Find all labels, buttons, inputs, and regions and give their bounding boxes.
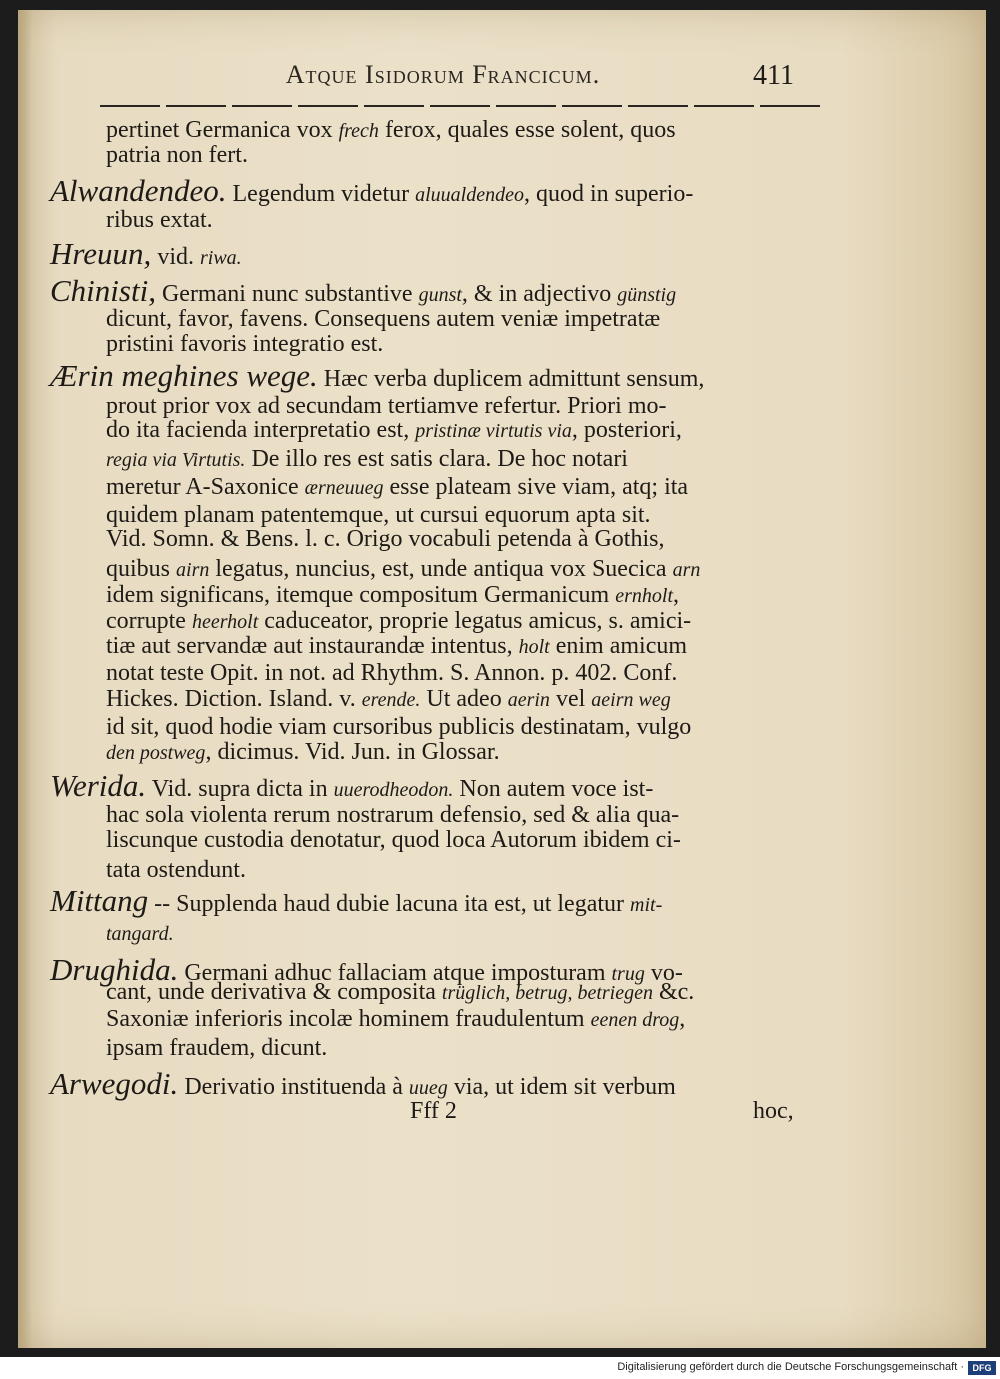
italic-term: ernholt <box>615 585 674 607</box>
italic-term: pristinæ virtutis via <box>415 420 572 442</box>
text-line <box>106 527 664 551</box>
text-segment: ribus extat. <box>106 207 213 233</box>
text-segment: Germani adhuc fallaciam atque imposturam <box>178 960 612 986</box>
italic-term: trüglich, betrug, betriegen <box>441 982 653 1004</box>
text-line <box>106 980 694 1004</box>
text-segment: id sit, quod hodie viam cursoribus publicis destinatam, vulgo <box>106 714 692 740</box>
text-line <box>50 275 676 306</box>
page-number: 411 <box>753 60 794 91</box>
italic-term: gunst <box>418 284 462 306</box>
text-segment: , <box>673 582 680 608</box>
text-segment: vel <box>549 686 592 712</box>
text-segment: Legendum videtur <box>226 181 416 207</box>
text-line <box>106 1036 327 1060</box>
text-segment: esse plateam sive viam, atq; ita <box>383 474 689 500</box>
italic-term: eenen drog <box>590 1009 680 1031</box>
text-line <box>106 418 682 442</box>
text-line <box>106 394 667 418</box>
text-segment: Saxoniæ inferioris incolæ hominem fraudulentum <box>106 1006 591 1032</box>
text-line <box>106 715 691 739</box>
text-line <box>106 803 679 827</box>
text-segment: liscunque custodia denotatur, quod loca Autorum ibidem ci- <box>106 827 681 853</box>
text-line <box>50 885 662 916</box>
italic-term: heerholt <box>191 611 259 633</box>
text-line <box>106 118 676 142</box>
text-segment: Vid. supra dicta in <box>146 776 334 802</box>
text-segment: hac sola violenta rerum nostrarum defensio, sed & alia qua- <box>106 802 680 828</box>
text-segment: pertinet Germanica vox <box>106 117 339 143</box>
footer-bar <box>0 1357 1000 1379</box>
italic-term: günstig <box>617 284 677 306</box>
page-gutter <box>18 10 32 1348</box>
text-segment: patria non fert. <box>106 142 248 168</box>
text-segment: ipsam fraudem, dicunt. <box>106 1035 328 1061</box>
text-segment: dicunt, favor, favens. Consequens autem veniæ impetratæ <box>106 306 661 332</box>
text-line <box>106 921 174 945</box>
text-line <box>106 475 688 499</box>
text-line <box>50 238 242 269</box>
text-segment: quidem planam patentemque, ut cursui equorum apta sit. <box>106 502 651 528</box>
entry-headword: Alwandendeo. <box>50 173 227 208</box>
text-segment: Hickes. Diction. Island. v. <box>106 686 362 712</box>
text-line <box>106 740 500 764</box>
entry-headword: Drughida. <box>50 952 179 987</box>
text-segment: tiæ aut servandæ aut instaurandæ intentus, <box>106 633 519 659</box>
catchword: hoc, <box>753 1098 794 1124</box>
text-segment: vo- <box>644 960 683 986</box>
text-line <box>50 175 693 206</box>
text-segment: quibus <box>106 556 177 582</box>
dfg-logo-icon: DFG <box>968 1361 996 1375</box>
running-head: Atque Isidorum Francicum. <box>285 60 601 89</box>
italic-term: aerin <box>507 689 550 711</box>
signature-mark: Fff 2 <box>410 1098 457 1124</box>
text-segment: vid. <box>151 244 200 270</box>
text-line <box>106 828 681 852</box>
italic-term: tangard. <box>106 923 174 945</box>
italic-term: holt <box>518 636 550 658</box>
italic-term: riwa. <box>199 247 242 269</box>
italic-term: regia via Virtutis. <box>106 449 246 471</box>
text-segment: cant, unde derivativa & composita <box>106 979 442 1005</box>
text-segment: &c. <box>652 979 695 1005</box>
text-segment: , & in adjectivo <box>461 281 618 307</box>
italic-term: erende. <box>361 689 421 711</box>
text-line <box>50 770 653 801</box>
text-segment: meretur A-Saxonice <box>106 474 305 500</box>
text-segment: corrupte <box>106 608 192 634</box>
text-segment: , <box>679 1006 686 1032</box>
italic-term: trug <box>611 963 645 985</box>
text-segment: do ita facienda interpretatio est, <box>106 417 416 443</box>
text-segment: idem significans, itemque compositum Germanicum <box>106 582 616 608</box>
header-rule <box>100 105 820 107</box>
text-segment: -- Supplenda haud dubie lacuna ita est, ut legatur <box>148 891 631 917</box>
italic-term: aeirn weg <box>591 689 671 711</box>
text-segment: ferox, quales esse solent, quos <box>378 117 676 143</box>
text-line <box>106 1007 685 1031</box>
text-line <box>50 1068 676 1099</box>
text-line <box>106 208 213 232</box>
entry-headword: Mittang <box>50 883 149 918</box>
text-segment: legatus, nuncius, est, unde antiqua vox Suecica <box>209 556 673 582</box>
italic-term: ærneuueg <box>304 477 384 499</box>
italic-term: den postweg <box>106 742 206 764</box>
text-segment: , posteriori, <box>571 417 682 443</box>
text-segment: prout prior vox ad secundam tertiamve refertur. Priori mo- <box>106 393 667 419</box>
text-line <box>106 447 628 471</box>
text-line <box>106 583 679 607</box>
italic-term: mit- <box>630 894 663 916</box>
text-line <box>106 307 660 331</box>
italic-term: frech <box>338 120 379 142</box>
text-line <box>106 332 383 356</box>
text-segment: Germani nunc substantive <box>155 281 419 307</box>
entry-headword: Hreuun, <box>50 236 152 271</box>
text-segment: enim amicum <box>549 633 688 659</box>
text-segment: tata ostendunt. <box>106 857 246 883</box>
italic-term: uuerodheodon. <box>333 779 454 801</box>
text-line <box>50 360 704 391</box>
text-segment: Vid. Somn. & Bens. l. c. Origo vocabuli petenda à Gothis, <box>106 526 665 552</box>
text-line <box>106 557 700 581</box>
entry-headword: Ærin meghines wege. <box>50 358 318 393</box>
text-line <box>106 609 691 633</box>
text-segment: Ut adeo <box>420 686 508 712</box>
text-line <box>106 687 671 711</box>
text-line <box>106 661 677 685</box>
entry-headword: Chinisti, <box>50 273 156 308</box>
text-segment: Non autem voce ist- <box>453 776 654 802</box>
text-segment: pristini favoris integratio est. <box>106 331 384 357</box>
text-segment: via, ut idem sit verbum <box>447 1074 676 1100</box>
text-segment: , quod in superio- <box>524 181 694 207</box>
text-line <box>106 634 687 658</box>
text-segment: Derivatio instituenda à <box>178 1074 409 1100</box>
italic-term: arn <box>672 559 701 581</box>
text-segment: De illo res est satis clara. De hoc notari <box>245 446 628 472</box>
text-line <box>106 503 651 527</box>
text-segment: , dicimus. Vid. Jun. in Glossar. <box>205 739 500 765</box>
text-line <box>106 143 248 167</box>
text-segment: Hæc verba duplicem admittunt sensum, <box>317 366 705 392</box>
text-segment: caduceator, proprie legatus amicus, s. amici- <box>258 608 692 634</box>
entry-headword: Werida. <box>50 768 147 803</box>
funding-note: Digitalisierung gefördert durch die Deutsche Forschungsgemeinschaft · <box>617 1361 964 1373</box>
italic-term: uueg <box>408 1077 448 1099</box>
book-page <box>18 10 986 1348</box>
italic-term: airn <box>176 559 210 581</box>
italic-term: aluualdendeo <box>415 184 524 206</box>
text-segment: notat teste Opit. in not. ad Rhythm. S. Annon. p. 402. Conf. <box>106 660 678 686</box>
entry-headword: Arwegodi. <box>50 1066 179 1101</box>
text-line <box>106 858 246 882</box>
